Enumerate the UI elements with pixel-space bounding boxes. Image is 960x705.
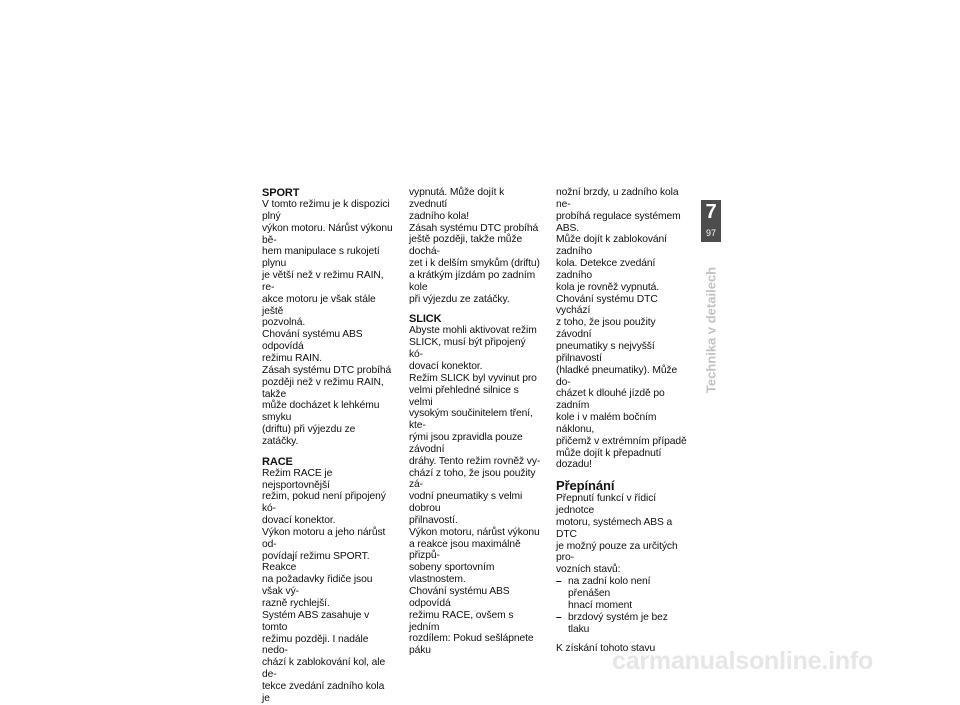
watermark-footer: carmanualsonline.info xyxy=(612,647,874,675)
paragraph: vypnutá. Může dojít k zvednutí zadního kola! xyxy=(409,187,505,222)
heading-sport: SPORT xyxy=(262,187,300,199)
text-column-2 xyxy=(409,187,541,657)
paragraph: Abyste mohli aktivovat režim SLICK, musí být připojený kó- dovací konektor. xyxy=(409,325,537,372)
spacer xyxy=(556,635,688,643)
chapter-number: 7 xyxy=(705,201,717,223)
text-column-1 xyxy=(262,187,394,705)
paragraph: Systém ABS zasahuje v tomto režimu později. I nadále nedo- chází k zablokování kol, ale de- tekce zvedání zadního kola je xyxy=(262,609,386,704)
paragraph: Zásah systému DTC probíhá později než v režimu RAIN, takže může docházet k lehkému smyku (driftu) při výjezdu ze zatáčky. xyxy=(262,364,392,447)
paragraph: Přepnutí funkcí v řídicí jednotce motoru, systémech ABS a DTC je možný pouze za určitých pro- vozních stavů: xyxy=(556,493,678,576)
paragraph: Režim SLICK byl vyvinut pro velmi přehledné silnice s velmi vysokým součinitelem tření, kte- rými jsou zpravidla pouze závodní dráhy. Tento režim rovněž vy- chází z toho, že jsou použity zá- vodní pneumatiky s velmi dobrou přilnavostí. xyxy=(409,372,541,526)
section-title-vertical: Technika v detailech xyxy=(703,266,719,394)
paragraph: Chování systému ABS odpovídá režimu RAIN. xyxy=(262,329,363,364)
page-number: 97 xyxy=(705,228,716,238)
paragraph: Chování systému DTC vychází z toho, že jsou použity závodní pneumatiky s nejvyšší přilnavostí (hladké pneumatiky). Může do- cházet k dlouhé jízdě po zadním kole i v malém bočním náklonu, přičemž v extrémním případě může dojít k přepadnutí dozadu! xyxy=(556,293,687,471)
text-column-3 xyxy=(556,187,688,655)
list-item: – brzdový systém je bez tlaku xyxy=(556,612,688,636)
paragraph: nožní brzdy, u zadního kola ne- probíhá regulace systémem ABS. Může dojít k zablokování zadního kola. Detekce zvedání zadního kola je rovněž vypnutá. xyxy=(556,187,681,293)
paragraph: Výkon motoru, nárůst výkonu a reakce jsou maximálně přizpů- sobeny sportovním vlastnostem. xyxy=(409,526,540,586)
spacer xyxy=(262,448,394,456)
paragraph: Výkon motoru a jeho nárůst od- povídají režimu SPORT. Reakce na požadavky řidiče jsou však vý- razně rychlejší. xyxy=(262,526,386,609)
paragraph: Režim RACE je nejsportovnější režim, pokud není připojený kó- dovací konektor. xyxy=(262,467,386,527)
spacer xyxy=(409,305,541,313)
paragraph: Zásah systému DTC probíhá ještě později, takže může dochá- zet i k delším smykům (driftu) a krátkým jízdám po zadním kole při výjezdu ze zatáčky. xyxy=(409,222,540,305)
paragraph: V tomto režimu je k dispozici plný výkon motoru. Nárůst výkonu bě- hem manipulace s rukojetí plynu je větší než v režimu RAIN, re- akce motoru je však stále ještě pozvolná. xyxy=(262,199,393,329)
list-item: – na zadní kolo není přenášen hnací moment xyxy=(556,576,688,612)
chapter-tab xyxy=(701,200,721,242)
paragraph: Chování systému ABS odpovídá režimu RACE, ovšem s jedním rozdílem: Pokud sešlápnete páku xyxy=(409,586,534,657)
heading-slick: SLICK xyxy=(409,313,442,326)
heading-race: RACE xyxy=(262,455,293,468)
paragraph: K získání tohoto stavu xyxy=(556,643,656,655)
condition-list xyxy=(556,576,688,635)
heading-prepinani: Přepínání xyxy=(556,478,615,494)
